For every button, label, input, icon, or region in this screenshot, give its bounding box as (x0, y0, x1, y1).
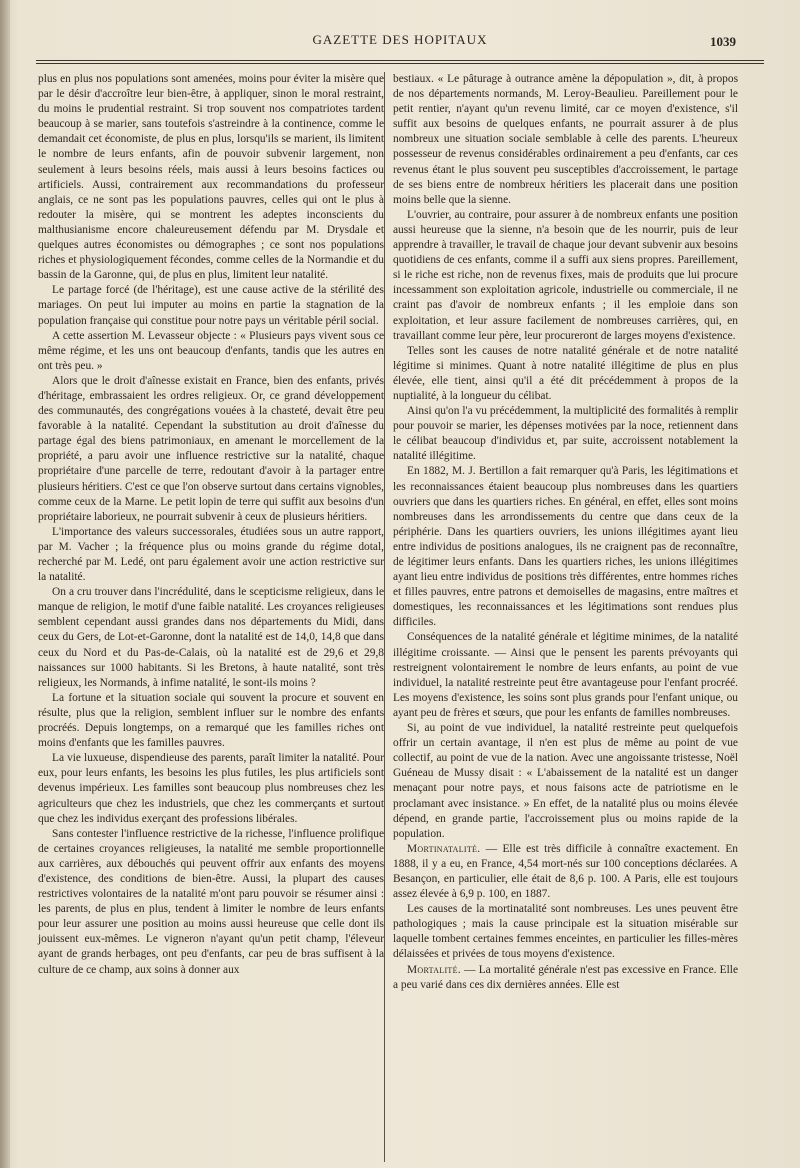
section-label: Mortalité. (407, 963, 461, 976)
paragraph: En 1882, M. J. Bertillon a fait remarquer qu'à Paris, les légitimations et les reconnaissances étaient beaucoup plus nombreuses dans les quartiers ouvriers que dans les quartiers riches. En général, en effet, elles sont moins nombreuses dans les arrondissements du centre que dans ceux de la périphérie. Dans les quartiers ouvriers, les unions illégitimes ayant lieu entre individus de positions analogues, ils ne craignent pas de reconnaître, de légitimer leurs enfants. Dans les quartiers riches, les unions illégitimes ayant lieu entre individus de positions très différentes, entre hommes riches et filles pauvres, entre patrons et demoiselles de magasins, entre maîtres et domestiques, les reconnaissances et les légitimations sont rendues plus difficiles. (393, 465, 738, 629)
paragraph: Sans contester l'influence restrictive de la richesse, l'influence prolifique de certaines croyances religieuses, la natalité me semble proportionnelle aux carrières, aux débouchés qui peuvent offrir aux enfants des moyens d'existence, des conditions de bien-être. Aussi, la plupart des causes restrictives volontaires de la natalité m'ont paru pouvoir se résumer ainsi : les parents, de plus en plus, tendent à limiter le nombre de leurs enfants pour leur assurer une position au moins aussi heureuse que celle dont ils jouissent eux-mêmes. Le vigneron n'ayant qu'un petit champ, l'éleveur ayant de grands herbages, ont peu d'enfants, car peu de bras suffisent à la culture de ce champ, aux soins à donner aux (38, 827, 384, 976)
paragraph: L'ouvrier, au contraire, pour assurer à de nombreux enfants une position aussi heureuse que la sienne, n'a besoin que de les nourrir, puis de leur apprendre à travailler, le travail de chaque jour devant subvenir aux besoins quotidiens de ces enfants, comme il a suffi aux siens propres. Pareillement, si le riche est riche, non de revenus fixes, mais de produits que lui procure incessamment son exploitation agricole, industrielle ou commerciale, il ne craint pas d'avoir de nombreux enfants ; il les emploie dans son exploitation, et leur assure facilement de nombreuses carrières, qui, en travaillant comme leur père, leur procureront de larges moyens d'existence. (393, 208, 738, 342)
paragraph: La fortune et la situation sociale qui souvent la procure et souvent en résulte, plus que la religion, semblent influer sur le nombre des enfants procréés. Depuis longtemps, on a remarqué que les familles riches ont moins d'enfants que les familles pauvres. (38, 691, 384, 750)
paragraph: La vie luxueuse, dispendieuse des parents, paraît limiter la natalité. Pour eux, pour leurs enfants, les besoins les plus futiles, les plus artificiels sont devenus impérieux. Les familles sont beaucoup plus nombreuses chez les agriculteurs que chez les industriels, que chez les commerçants et surtout que chez les individus exerçant des professions libérales. (38, 752, 384, 825)
left-column (38, 72, 384, 978)
paragraph: Si, au point de vue individuel, la natalité restreinte peut quelquefois offrir un certain avantage, il n'en est plus de même au point de vue collectif, au point de vue de la nation. Avec une angoissante tristesse, Noël Guéneau de Mussy disait : « L'abaissement de la natalité est un danger menaçant pour notre pays, et nous faisons acte de patriotisme en le proclamant avec insistance. » En effet, de la natalité plus ou moins élevée dépend, en grande partie, l'accroissement plus ou moins rapide de la population. (393, 722, 738, 840)
paragraph: L'importance des valeurs successorales, étudiées sous un autre rapport, par M. Vacher ; la fréquence plus ou moins grande du régime dotal, recherché par M. Ledé, ont paru également avoir une action restrictive sur la natalité. (38, 525, 384, 584)
paragraph (393, 842, 738, 902)
paragraph-text: — Elle est très difficile à connaître exactement. En 1888, il y a eu, en France, 4,54 mort-nés sur 100 conceptions déclarées. A Besançon, en particulier, elle était de 8,6 p. 100. A Paris, elle est toujours assez élevée à 6,9 p. 100, en 1887. (393, 842, 738, 901)
running-head-title: GAZETTE DES HOPITAUX (312, 32, 488, 47)
paragraph: Les causes de la mortinatalité sont nombreuses. Les unes peuvent être pathologiques ; mais la cause principale est la situation misérable sur laquelle tombent certaines femmes enceintes, en particulier les filles-mères délaissées et privées de tous moyens d'existence. (393, 903, 738, 961)
paragraph: plus en plus nos populations sont amenées, moins pour éviter la misère que par le désir d'accroître leur bien-être, à appliquer, sinon le moral restraint, du moins le prudential restraint. Si trop souvent nos compatriotes tardent beaucoup à se marier, sans toutefois s'astreindre à la continence, comme le demandait cet économiste, de plus en plus, lorsqu'ils se marient, ils limitent le nombre de leurs enfants, afin de pouvoir subvenir largement, non seulement à leurs besoins réels, mais aussi à leurs besoins factices ou artificiels. Aussi, contrairement aux recommandations du professeur anglais, ce ne sont pas les populations pauvres, celles qui ont le plus à redouter la misère, qui se montrent les adeptes inconscients du malthusianisme encore chaleureusement défendu par M. Drysdale et quelques autres économistes ou démographes ; ce sont nos populations riches et physiologiquement fécondes, comme celles de la Normandie et du bassin de la Garonne, qui, de plus en plus, limitent leur natalité. (38, 73, 384, 282)
column-divider (384, 72, 385, 1162)
paragraph (393, 963, 738, 993)
paragraph: Telles sont les causes de notre natalité générale et de notre natalité légitime si minimes. Quant à notre natalité illégitime de plus en plus élevée, elle tient, ainsi qu'il a été dit précédemment à propos de la nuptialité, à la longueur du célibat. (393, 344, 738, 402)
paragraph: Alors que le droit d'aînesse existait en France, bien des enfants, privés d'héritage, embrassaient les ordres religieux. Or, ce grand développement des communautés, des congrégations vouées à la chasteté, devait être peu favorable à la natalité. Cependant la substitution au droit d'aînesse du partage égal des biens patrimoniaux, en amenant le morcellement de la propriété, a paru avoir une influence restrictive sur la natalité, chaque propriétaire d'une parcelle de terre, redoutant d'avoir à la partager entre plusieurs héritiers. C'est ce que l'on observe surtout dans certains vignobles, comme ceux de la Marne. Le petit lopin de terre qui suffit aux besoins d'un propriétaire laborieux, ne pourrait subvenir à ceux de plusieurs héritiers. (38, 374, 384, 523)
right-column (393, 72, 738, 993)
paragraph: Le partage forcé (de l'héritage), est une cause active de la stérilité des mariages. On peut lui imputer au moins en partie la stagnation de la population française qui constitue pour notre pays un véritable péril social. (38, 284, 384, 327)
page-number: 1039 (710, 34, 736, 49)
page-header (36, 32, 764, 54)
header-rule (36, 60, 764, 64)
paragraph: Ainsi qu'on l'a vu précédemment, la multiplicité des formalités à remplir pour pouvoir se marier, les dépenses motivées par la noce, retiennent dans le célibat beaucoup d'individus et, par suite, accroissent notablement la natalité illégitime. (393, 405, 738, 463)
paragraph: A cette assertion M. Levasseur objecte : « Plusieurs pays vivent sous ce même régime, et les uns ont beaucoup d'enfants, tandis que les autres en ont très peu. » (38, 329, 384, 372)
paragraph-text: — La mortalité générale n'est pas excessive en France. Elle a peu varié dans ces dix dernières années. Elle est (393, 963, 738, 991)
page-binding-shadow (0, 0, 10, 1168)
paragraph: Conséquences de la natalité générale et légitime minimes, de la natalité illégitime croissante. — Ainsi que le pensent les parents prévoyants qui restreignent volontairement le nombre de leurs enfants, au point de vue individuel, la natalité restreinte peut être avantageuse pour l'enfant procréé. Les moyens d'existence, les soins sont plus grands pour l'enfant unique, ou ayant peu de frères et sœurs, que pour les enfants de familles nombreuses. (393, 631, 738, 719)
paragraph: On a cru trouver dans l'incrédulité, dans le scepticisme religieux, dans le manque de religion, le motif d'une faible natalité. Les croyances religieuses semblent cependant aussi grandes dans nos départements du Midi, dans ceux du Gers, de Lot-et-Garonne, dont la natalité est de 14,0, 14,8 que dans ceux du Nord et du Pas-de-Calais, où la natalité est de 29,6 et 29,8 naissances sur 1000 habitants. Si les Bretons, à haute natalité, sont très religieux, les Normands, à infime natalité, le sont-ils moins ? (38, 586, 384, 689)
section-label: Mortinatalité. (407, 842, 481, 855)
paragraph: bestiaux. « Le pâturage à outrance amène la dépopulation », dit, à propos de nos départements normands, M. Leroy-Beaulieu. Pareillement pour le petit rentier, n'ayant qu'un revenu limité, car ce moyen d'existence, s'il suffit aux besoins de quelques enfants, ne pourrait assurer à de plus nombreux une situation sociale semblable à celle des parents. L'heureux possesseur de revenus considérables ordinairement a peu d'enfants, car ces revenus étant le plus souvent peu susceptibles d'accroissement, le partage de ses biens entre de nombreux héritiers les placerait dans une position moins belle que la sienne. (393, 73, 738, 206)
